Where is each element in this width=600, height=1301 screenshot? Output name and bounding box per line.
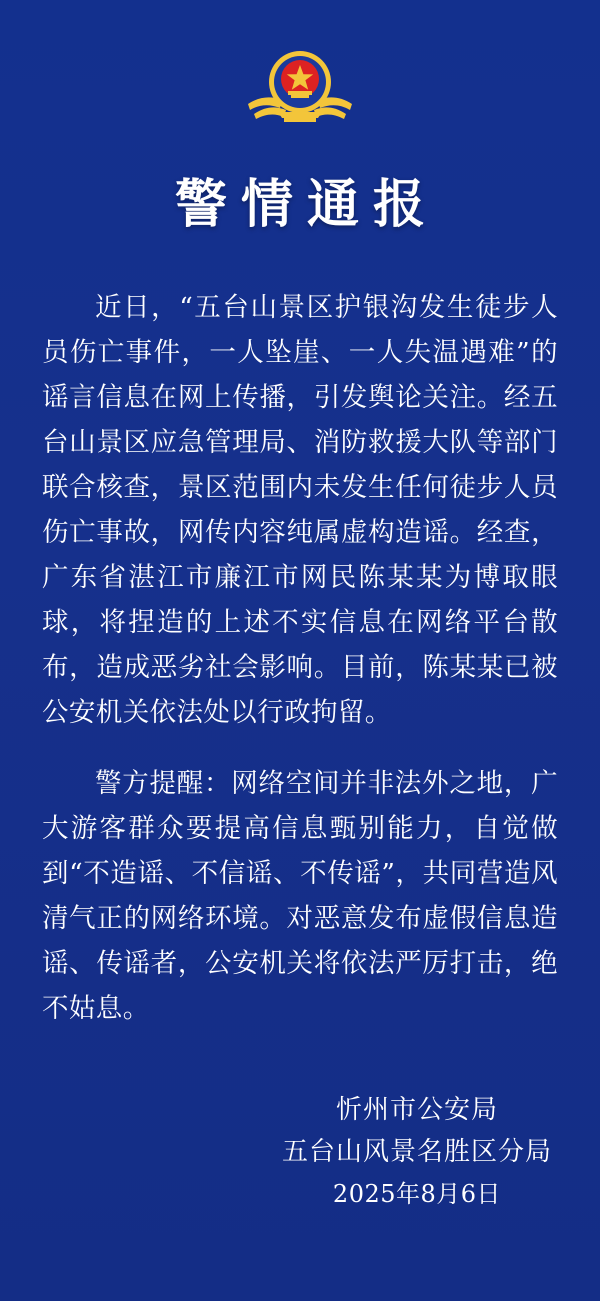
page-title: 警情通报 — [174, 174, 439, 235]
issuer-line-2: 五台山风景名胜区分局 — [281, 1137, 552, 1167]
police-emblem-icon — [244, 46, 356, 132]
notice-paragraph: 警方提醒：网络空间并非法外之地，广大游客群众要提高信息甄别能力，自觉做到“不造谣、不信谣、不传谣”，共同营造风清气正的网络环境。对恶意发布虚假信息造谣、传谣者，公安机关将依法严厉打击，绝不姑息。 — [42, 768, 558, 1024]
emblem-container — [42, 0, 558, 132]
notice-paragraph: 近日，“五台山景区护银沟发生徒步人员伤亡事件，一人坠崖、一人失温遇难”的谣言信息在网上传播，引发舆论关注。经五台山景区应急管理局、消防救援大队等部门联合核查，景区范围内未发生任何徒步人员伤亡事故，网传内容纯属虚构造谣。经查，广东省湛江市廉江市网民陈某某为博取眼球，将捏造的上述不实信息在网络平台散布，造成恶劣社会影响。目前，陈某某已被公安机关依法处以行政拘留。 — [42, 292, 558, 728]
issue-date: 2025年8月6日 — [332, 1180, 502, 1208]
issuer-line-1: 忻州市公安局 — [335, 1095, 498, 1125]
signature-block — [282, 1089, 552, 1215]
notice-body — [42, 285, 558, 1031]
